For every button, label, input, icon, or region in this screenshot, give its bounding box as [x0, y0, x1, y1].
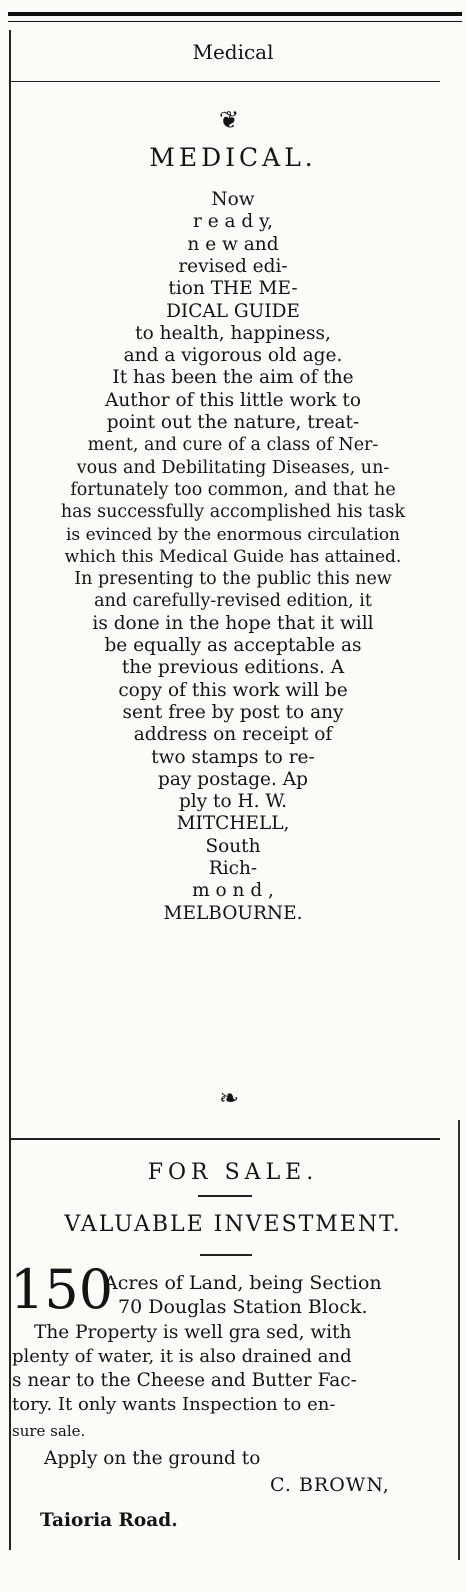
medical-text-line: point out the nature, treat- [106, 412, 360, 433]
medical-text-line: is evinced by the enormous circulation [66, 524, 400, 545]
column-right-rule [458, 1120, 460, 1560]
medical-text-line: copy of this work will be [118, 679, 348, 701]
medical-text-line: and carefully-revised edition, it [94, 591, 372, 612]
medical-text-line: Rich- [208, 858, 258, 879]
sale-body-line-6: tory. It only wants Inspection to en- [12, 1394, 336, 1415]
medical-text-line: n e w and [187, 233, 279, 255]
medical-text-line: ply to H. W. [178, 791, 288, 813]
medical-text-line: MELBOURNE. [163, 902, 303, 924]
sale-body-line-4: plenty of water, it is also drained and [12, 1346, 352, 1367]
acreage-number: 150 [10, 1258, 114, 1321]
advert-divider [10, 1138, 440, 1140]
top-rule-thin [8, 21, 462, 22]
medical-text-line: DICAL GUIDE [166, 300, 300, 322]
for-sale-heading: FOR SALE. [147, 1160, 319, 1185]
medical-text-line: revised edi- [178, 255, 288, 277]
ornament-bottom-icon: ❧ [219, 1084, 240, 1112]
medical-text-line: tion THE ME- [168, 278, 298, 300]
medical-text-line: two stamps to re- [151, 746, 315, 768]
section-header: Medical [192, 40, 274, 64]
medical-text-line: fortunately too common, and that he [70, 479, 396, 500]
subheading-dash [200, 1254, 252, 1256]
medical-text-line: the previous editions. A [121, 657, 345, 679]
medical-text-line: In presenting to the public this new [74, 569, 392, 590]
medical-text-line: South [205, 835, 261, 857]
medical-text-line: to health, happiness, [135, 322, 331, 344]
sale-body-line-2: 70 Douglas Station Block. [118, 1296, 368, 1318]
medical-text-line: Now [211, 189, 255, 210]
sale-body-line-5: s near to the Cheese and Butter Fac- [12, 1370, 357, 1391]
sale-body-line-3: The Property is well gra sed, with [34, 1322, 352, 1343]
sale-body-line-1: Acres of Land, being Section [104, 1272, 382, 1294]
ornament-top-icon: ❦ [219, 106, 240, 134]
medical-text-line: It has been the aim of the [112, 367, 354, 389]
medical-text-line: Author of this little work to [105, 389, 361, 411]
medical-text-line: be equally as acceptable as [104, 635, 362, 656]
medical-title: MEDICAL. [149, 143, 317, 172]
investment-subheading: VALUABLE INVESTMENT. [64, 1212, 402, 1237]
medical-text-line: vous and Debilitating Diseases, un- [76, 457, 390, 478]
medical-text-line: and a vigorous old age. [123, 345, 343, 367]
medical-text-line: which this Medical Guide has attained. [64, 546, 402, 567]
sale-body-line-7: sure sale. [12, 1422, 86, 1440]
medical-text-line: address on receipt of [133, 724, 333, 746]
medical-text-line: sent free by post to any [122, 701, 344, 723]
medical-text-line: pay postage. Ap [158, 768, 308, 790]
contact-address: Taioria Road. [40, 1510, 178, 1531]
medical-text-line: m o n d , [192, 880, 274, 902]
medical-text-line: MITCHELL, [176, 813, 290, 835]
heading-dash [198, 1195, 252, 1197]
contact-name: C. BROWN, [270, 1474, 390, 1496]
apply-line: Apply on the ground to [44, 1448, 261, 1469]
medical-text-line: is done in the hope that it will [92, 612, 374, 634]
header-rule [10, 81, 440, 82]
medical-text-line: ment, and cure of a class of Ner- [87, 435, 379, 456]
top-rule [8, 12, 462, 16]
medical-text-line: r e a d y, [192, 211, 274, 233]
medical-text-line: has successfully accomplished his task [60, 502, 406, 523]
